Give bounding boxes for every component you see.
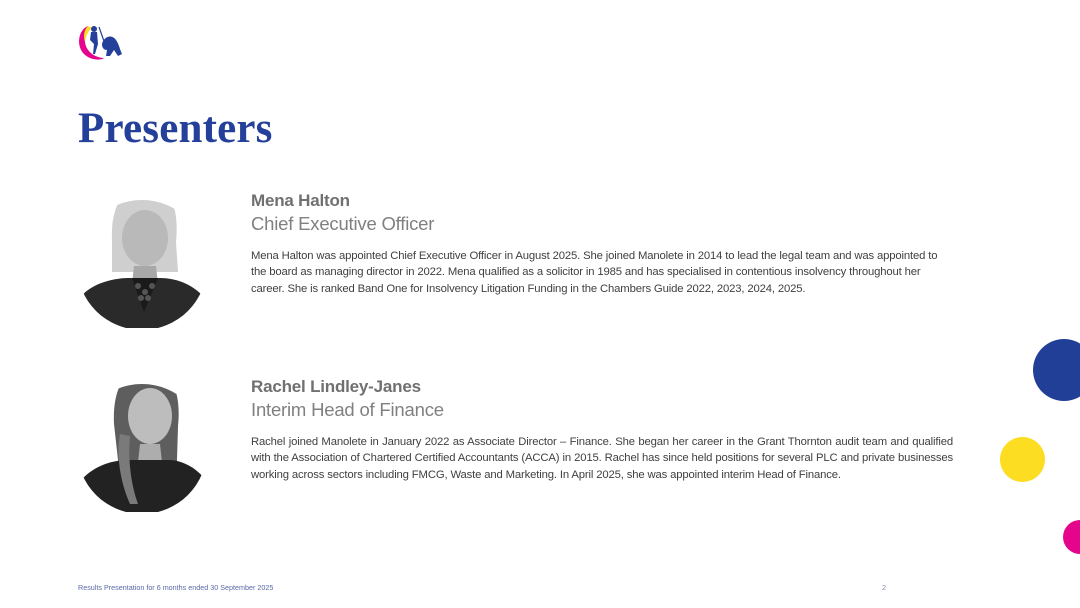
- presenter-name: Rachel Lindley-Janes: [251, 377, 421, 396]
- presenter-photo-mena-halton: [72, 180, 212, 328]
- manolete-bullfighter-logo-icon: [74, 20, 126, 64]
- presenter-bio: Mena Halton was appointed Chief Executive Officer in August 2025. She joined Manolete in 2014 to lead the legal team and was appointed to the board as managing director in 2022. Mena qualified as a solicitor in 1985 and has specialised in contentious insolvency throughout her career. She is ranked Band One for Insolvency Litigation Funding in the Chambers Guide 2022, 2023, 2024, 2025.: [251, 250, 938, 295]
- presenter-role: Chief Executive Officer: [251, 213, 435, 234]
- presenter-role: Interim Head of Finance: [251, 399, 444, 420]
- presenter-card-rachel-lindley-janes: [251, 376, 953, 483]
- decorative-blue-circle: [1033, 339, 1080, 401]
- company-logo: [74, 20, 126, 64]
- presenter-photo-rachel-lindley-janes: [72, 364, 212, 512]
- portrait-photo-icon: [72, 364, 212, 512]
- page-number: 2: [882, 583, 887, 592]
- presenter-name: Mena Halton: [251, 191, 350, 210]
- decorative-pink-circle: [1063, 520, 1080, 554]
- presenter-card-mena-halton: [251, 190, 953, 297]
- page-title: Presenters: [78, 105, 273, 152]
- decorative-yellow-circle: [1000, 437, 1045, 482]
- footer-text: Results Presentation for 6 months ended 30 September 2025: [78, 583, 274, 592]
- portrait-photo-icon: [72, 180, 212, 328]
- presenter-bio: Rachel joined Manolete in January 2022 as Associate Director – Finance. She began her career in the Grant Thornton audit team and qualified with the Association of Chartered Certified Accountants (ACCA) in 2015. Rachel has since held positions for several PLC and private businesses working across sectors including FMCG, Waste and Marketing. In April 2025, she was appointed interim Head of Finance.: [251, 436, 953, 481]
